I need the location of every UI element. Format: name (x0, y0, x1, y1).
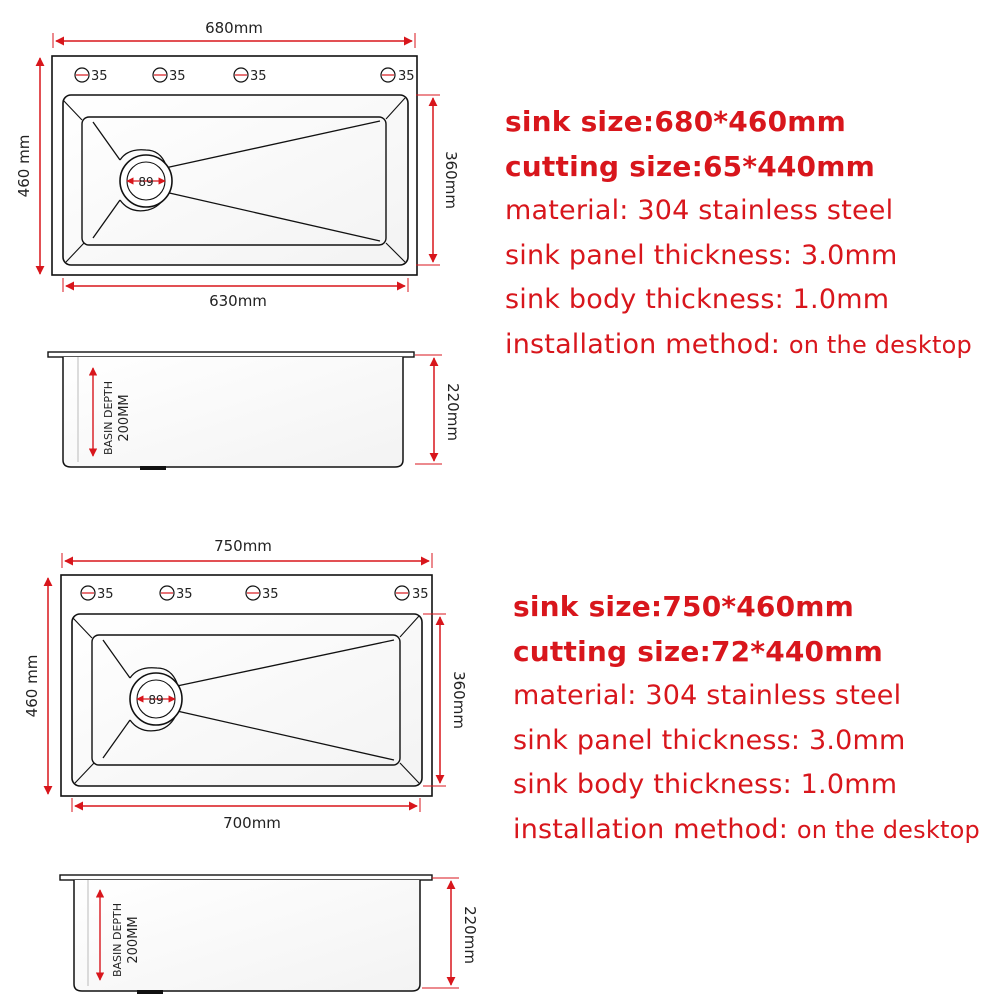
sink-1-side-drain (140, 466, 166, 470)
sink-1-basin-height-label: 360mm (442, 151, 460, 209)
faucet-hole-icon (81, 586, 114, 602)
sink-2-installation: installation method: on the desktop (513, 813, 980, 845)
faucet-hole-icon (75, 68, 108, 84)
sink-1-size: sink size:680*460mm (505, 105, 847, 138)
sink-2-side-panel (60, 875, 432, 880)
svg-text:35: 35 (262, 587, 279, 602)
faucet-hole-icon (395, 586, 429, 602)
svg-text:35: 35 (169, 69, 186, 84)
faucet-hole-icon (160, 586, 193, 602)
svg-text:35: 35 (250, 69, 267, 84)
svg-text:35: 35 (91, 69, 108, 84)
sink-2-basin-width-label: 700mm (223, 814, 281, 832)
sink-1-basin-width-label: 630mm (209, 292, 267, 310)
svg-text:35: 35 (176, 587, 193, 602)
sink-2-side-view (60, 875, 479, 994)
sink-1-specs (505, 100, 972, 367)
sink-2-side-height-label: 220mm (461, 906, 479, 964)
sink-1-side-panel (48, 352, 414, 357)
sink-2-panel-thickness: sink panel thickness: 3.0mm (513, 724, 906, 756)
svg-text:89: 89 (148, 693, 164, 707)
sink-2-basin-rim (72, 614, 422, 786)
sink-2-top-view (23, 537, 468, 832)
sink-1-material: material: 304 stainless steel (505, 195, 894, 226)
sink-1-installation: installation method: on the desktop (505, 328, 972, 360)
sink-1-body-thickness: sink body thickness: 1.0mm (505, 284, 890, 315)
sink-1-side-height-label: 220mm (444, 383, 462, 441)
sink-1-width-label: 680mm (205, 19, 263, 37)
sink-1-cutting-size: cutting size:65*440mm (505, 149, 875, 183)
faucet-hole-icon (381, 68, 415, 84)
sink-2-material: material: 304 stainless steel (513, 680, 902, 711)
sink-1-faucet-holes (75, 68, 415, 84)
sink-2-depth-caption-2: 200MM (126, 916, 141, 964)
svg-text:35: 35 (398, 69, 415, 84)
sink-2-basin-height-label: 360mm (450, 671, 468, 729)
sink-1-side-view (48, 352, 462, 470)
sink-1-depth-caption-1: BASIN DEPTH (102, 380, 115, 456)
sink-1-depth-caption-2: 200MM (117, 394, 132, 442)
faucet-hole-icon (153, 68, 186, 84)
sink-1-drain-icon (120, 155, 172, 207)
faucet-hole-icon (246, 586, 279, 602)
svg-text:89: 89 (138, 175, 154, 189)
sink-2-faucet-holes (81, 586, 429, 602)
sink-1-top-view (15, 19, 460, 310)
sink-1-panel-thickness: sink panel thickness: 3.0mm (505, 239, 898, 271)
sink-2-depth-caption-1: BASIN DEPTH (111, 902, 124, 978)
sink-2-body-thickness: sink body thickness: 1.0mm (513, 769, 898, 800)
sink-1-basin-rim (63, 95, 408, 265)
faucet-hole-icon (234, 68, 267, 84)
sink-2-cutting-size: cutting size:72*440mm (513, 634, 883, 668)
sink-2-side-drain (137, 990, 163, 994)
sink-2-specs (513, 585, 980, 852)
sink-2-width-label: 750mm (214, 537, 272, 555)
sink-2-height-label: 460 mm (23, 654, 41, 718)
svg-text:35: 35 (412, 587, 429, 602)
svg-text:35: 35 (97, 587, 114, 602)
sink-2-size: sink size:750*460mm (513, 590, 855, 623)
sink-2-drain-icon (130, 673, 182, 725)
sink-1-height-label: 460 mm (15, 134, 33, 198)
